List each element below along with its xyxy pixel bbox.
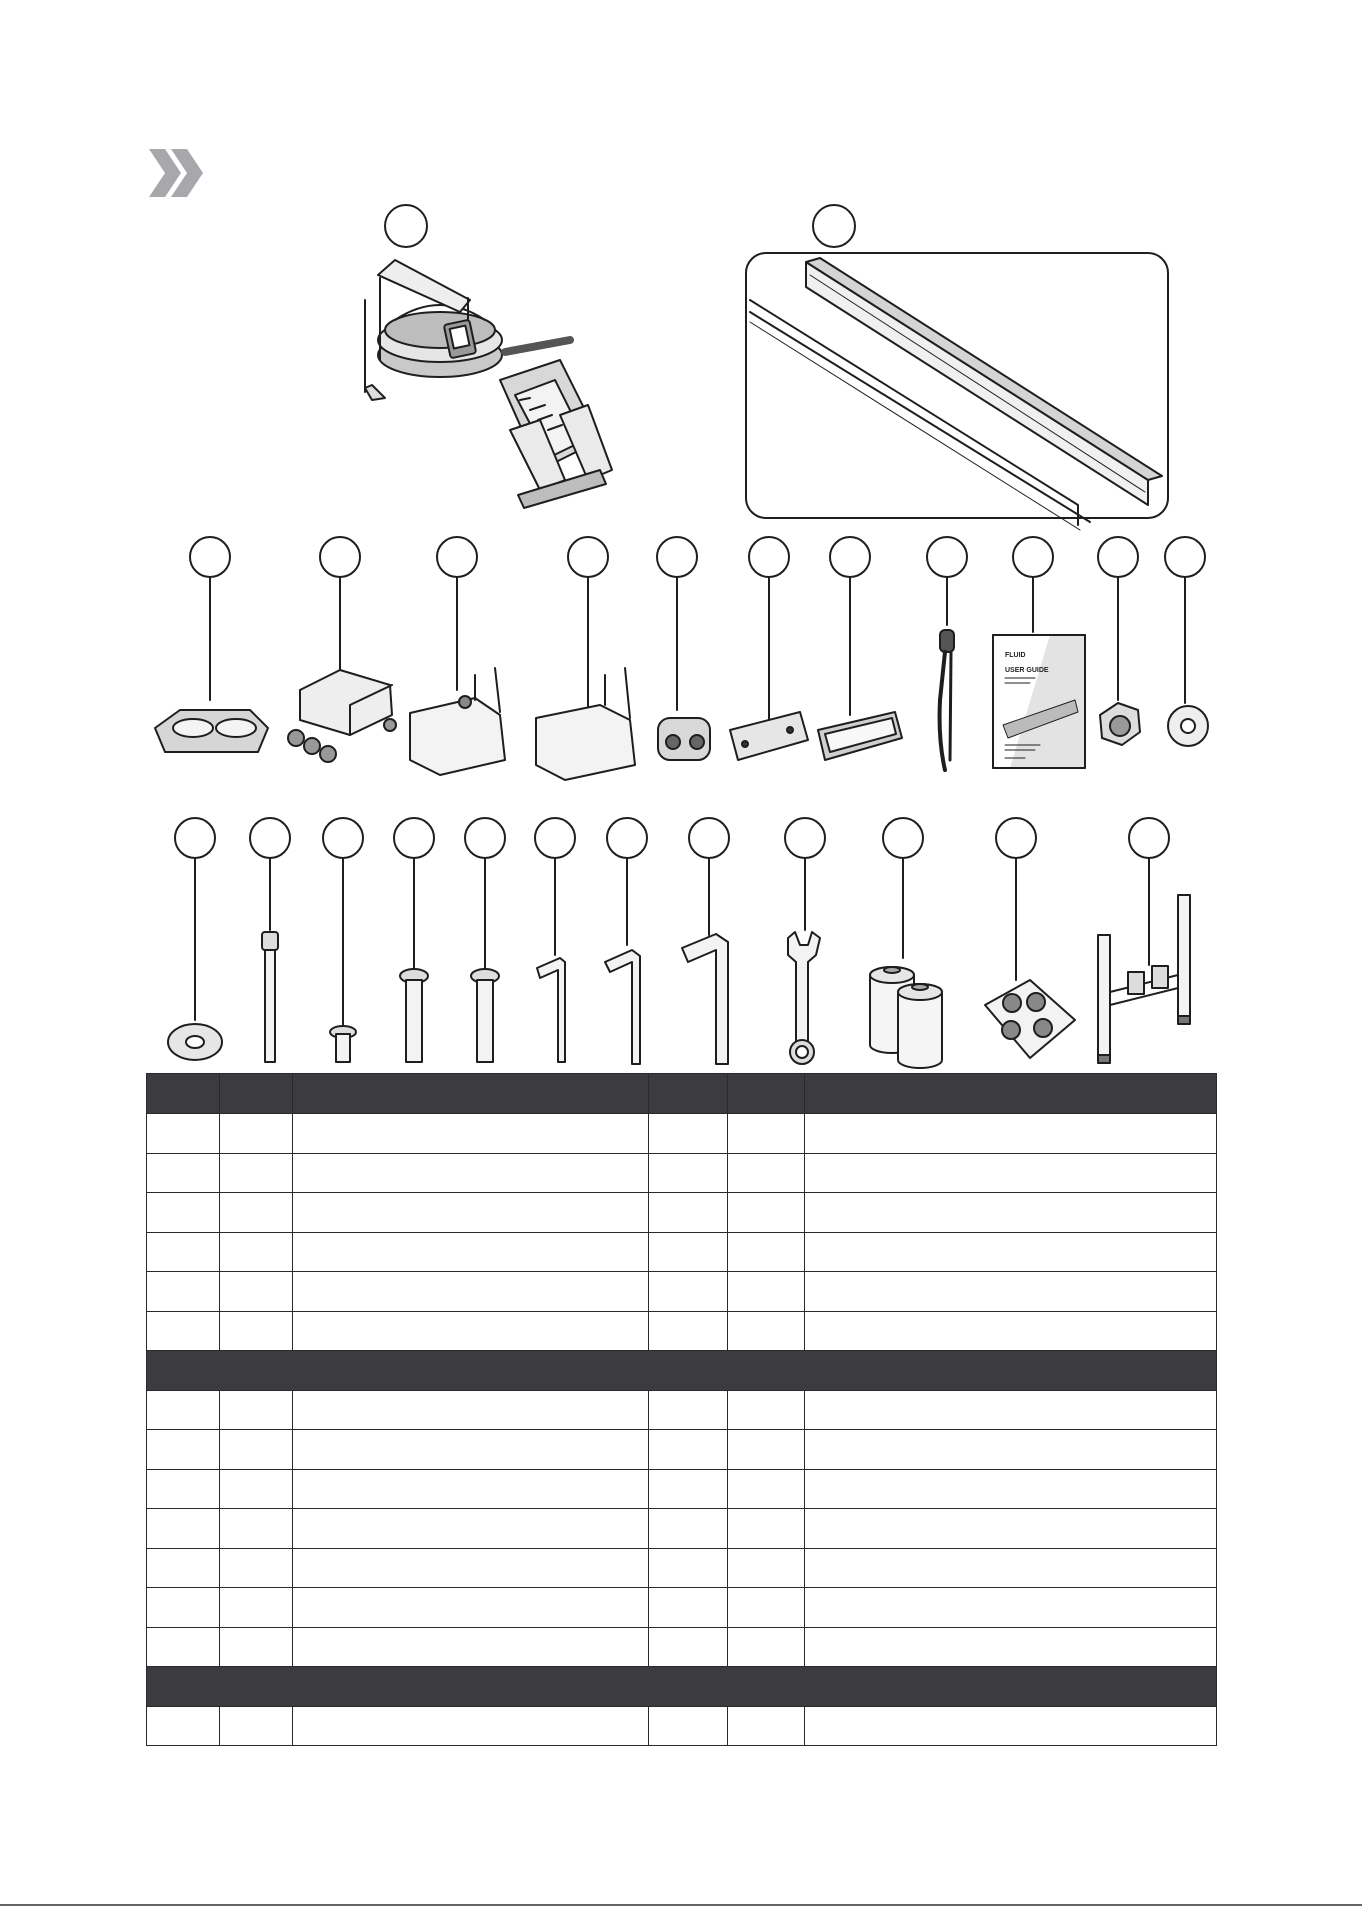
table-row xyxy=(147,1232,1217,1272)
short-bolt-icon xyxy=(330,858,356,1062)
bottom-row-callouts xyxy=(175,818,1169,858)
table-header-row xyxy=(147,1074,1217,1114)
rail-stopper-icon xyxy=(658,577,710,760)
user-guide-brand: FLUID xyxy=(1005,652,1026,659)
long-bolt-icon xyxy=(262,858,278,1062)
table-row xyxy=(147,1193,1217,1233)
rowing-machine-frame-icon xyxy=(365,205,612,508)
allen-key-small-icon xyxy=(537,858,565,1062)
parts-table xyxy=(146,1073,1217,1746)
front-bracket-icon xyxy=(410,577,505,775)
header-cell xyxy=(649,1074,728,1114)
table-row xyxy=(147,1114,1217,1154)
user-guide-icon xyxy=(993,577,1085,768)
batteries-icon xyxy=(870,858,942,1068)
stand-frame-icon xyxy=(1098,858,1190,1063)
header-cell xyxy=(728,1074,805,1114)
table-group-row xyxy=(147,1351,1217,1391)
siphon-pump-icon xyxy=(940,577,954,770)
anti-slip-pads-icon xyxy=(985,858,1075,1058)
sleeve-bolt-icon xyxy=(400,858,428,1062)
seat-carriage-icon xyxy=(288,577,396,762)
sleeve-bolt-2-icon xyxy=(471,858,499,1062)
table-row xyxy=(147,1627,1217,1667)
header-cell xyxy=(147,1074,220,1114)
footer-rule xyxy=(0,1904,1362,1906)
cover-plate-icon xyxy=(818,577,902,760)
allen-key-large-icon xyxy=(682,858,728,1064)
spanner-icon xyxy=(788,858,820,1064)
table-row xyxy=(147,1706,1217,1746)
rail-beams-icon xyxy=(746,205,1168,530)
middle-row-callouts xyxy=(190,537,1205,577)
table-row xyxy=(147,1509,1217,1549)
table-row xyxy=(147,1153,1217,1193)
table-row xyxy=(147,1311,1217,1351)
table-row xyxy=(147,1588,1217,1628)
rear-bracket-icon xyxy=(536,577,635,780)
header-cell xyxy=(220,1074,293,1114)
table-group-row xyxy=(147,1667,1217,1707)
table-row xyxy=(147,1272,1217,1312)
table-row xyxy=(147,1430,1217,1470)
allen-key-medium-icon xyxy=(605,858,640,1064)
washer-large-icon xyxy=(168,858,222,1060)
table-row xyxy=(147,1469,1217,1509)
header-cell xyxy=(805,1074,1217,1114)
nut-icon xyxy=(1100,577,1140,745)
user-guide-title: USER GUIDE xyxy=(1005,667,1049,674)
header-cell xyxy=(293,1074,649,1114)
rail-end-cap-icon xyxy=(730,577,808,760)
seat-icon xyxy=(155,577,268,752)
table-row xyxy=(147,1390,1217,1430)
washer-icon xyxy=(1168,577,1208,746)
table-row xyxy=(147,1548,1217,1588)
